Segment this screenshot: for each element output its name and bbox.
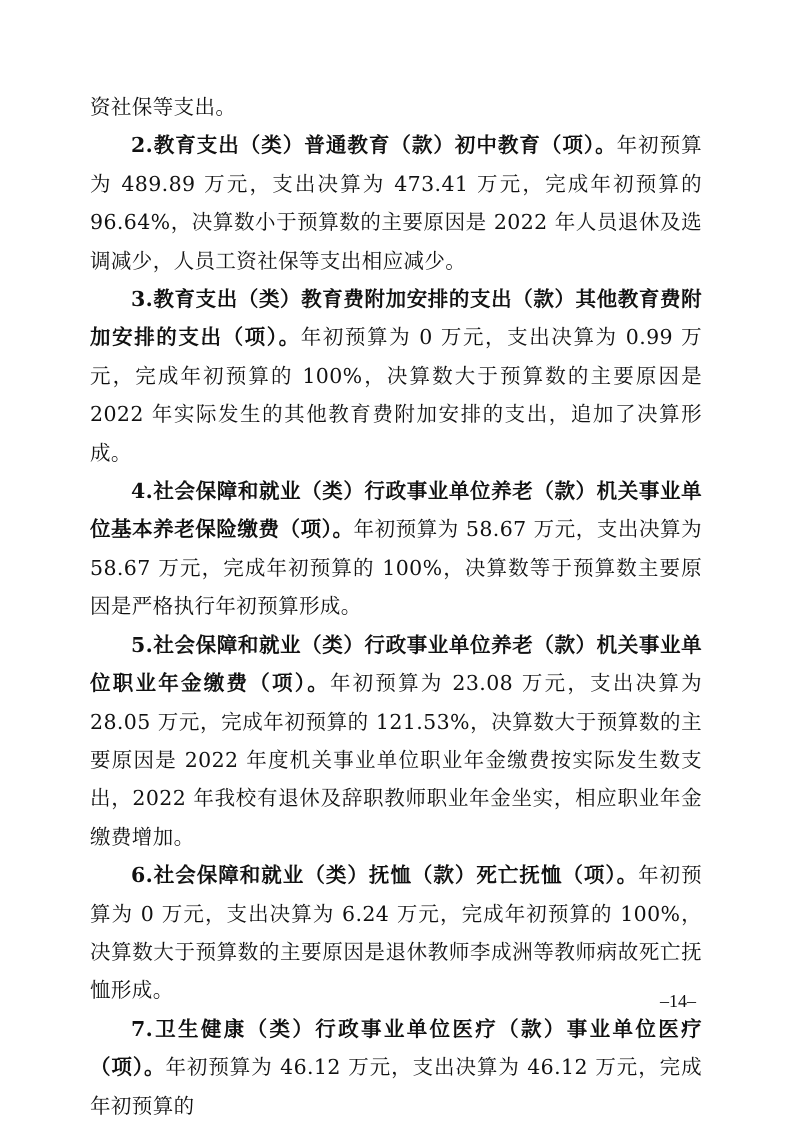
- paragraph-continuation: [90, 88, 702, 126]
- paragraph-item-5: [90, 626, 702, 856]
- paragraph-item-6: [90, 856, 702, 1010]
- paragraph-text: 年初预算为 0 万元，支出决算为 0.99 万元，完成年初预算的 100%，决算数大于预算数的主要原因是 2022 年实际发生的其他教育费附加安排的支出，追加了决算形成。: [90, 325, 703, 465]
- paragraph-heading: 6.社会保障和就业（类）抚恤（款）死亡抚恤（项）。: [131, 863, 639, 888]
- body-text: [90, 88, 702, 1125]
- paragraph-text: 年初预算为 0 万元，支出决算为 6.24 万元，完成年初预算的 100%，决算数大于预算数的主要原因是退休教师李成洲等教师病故死亡抚恤形成。: [90, 863, 702, 1003]
- paragraph-item-4: [90, 472, 702, 626]
- paragraph-text: 年初预算为 46.12 万元，支出决算为 46.12 万元，完成年初预算的: [90, 1055, 702, 1118]
- paragraph-text: 年初预算为 58.67 万元，支出决算为 58.67 万元，完成年初预算的 100%，决算数等于预算数主要原因是严格执行年初预算形成。: [90, 517, 702, 619]
- paragraph-item-3: [90, 280, 702, 472]
- paragraph-item-2: [90, 126, 702, 280]
- paragraph-heading: 7.卫生健康（类）行政事业单位医疗（款）事业单位医疗（项）。: [90, 1016, 702, 1080]
- paragraph-heading: 5.社会保障和就业（类）行政事业单位养老（款）机关事业单位职业年金缴费（项）。: [90, 632, 702, 696]
- paragraph-heading: 4.社会保障和就业（类）行政事业单位养老（款）机关事业单位基本养老保险缴费（项）。: [90, 479, 702, 542]
- paragraph-item-7: [90, 1010, 702, 1125]
- paragraph-text: 资社保等支出。: [90, 95, 237, 119]
- page-number: –14–: [660, 991, 696, 1011]
- paragraph-heading: 3.教育支出（类）教育费附加安排的支出（款）其他教育费附加安排的支出（项）。: [90, 287, 702, 350]
- paragraph-text: 年初预算为 23.08 万元，支出决算为 28.05 万元，完成年初预算的 121.53%，决算数大于预算数的主要原因是 2022 年度机关事业单位职业年金缴费按实际发生数支出，2022 年我校有退休及辞职教师职业年金坐实，相应职业年金缴费增加。: [90, 671, 702, 849]
- paragraph-heading: 2.教育支出（类）普通教育（款）初中教育（项）。: [131, 133, 617, 158]
- paragraph-text: 年初预算为 489.89 万元，支出决算为 473.41 万元，完成年初预算的 96.64%，决算数小于预算数的主要原因是 2022 年人员退休及选调减少，人员工资社保等支出相应减少。: [90, 133, 702, 273]
